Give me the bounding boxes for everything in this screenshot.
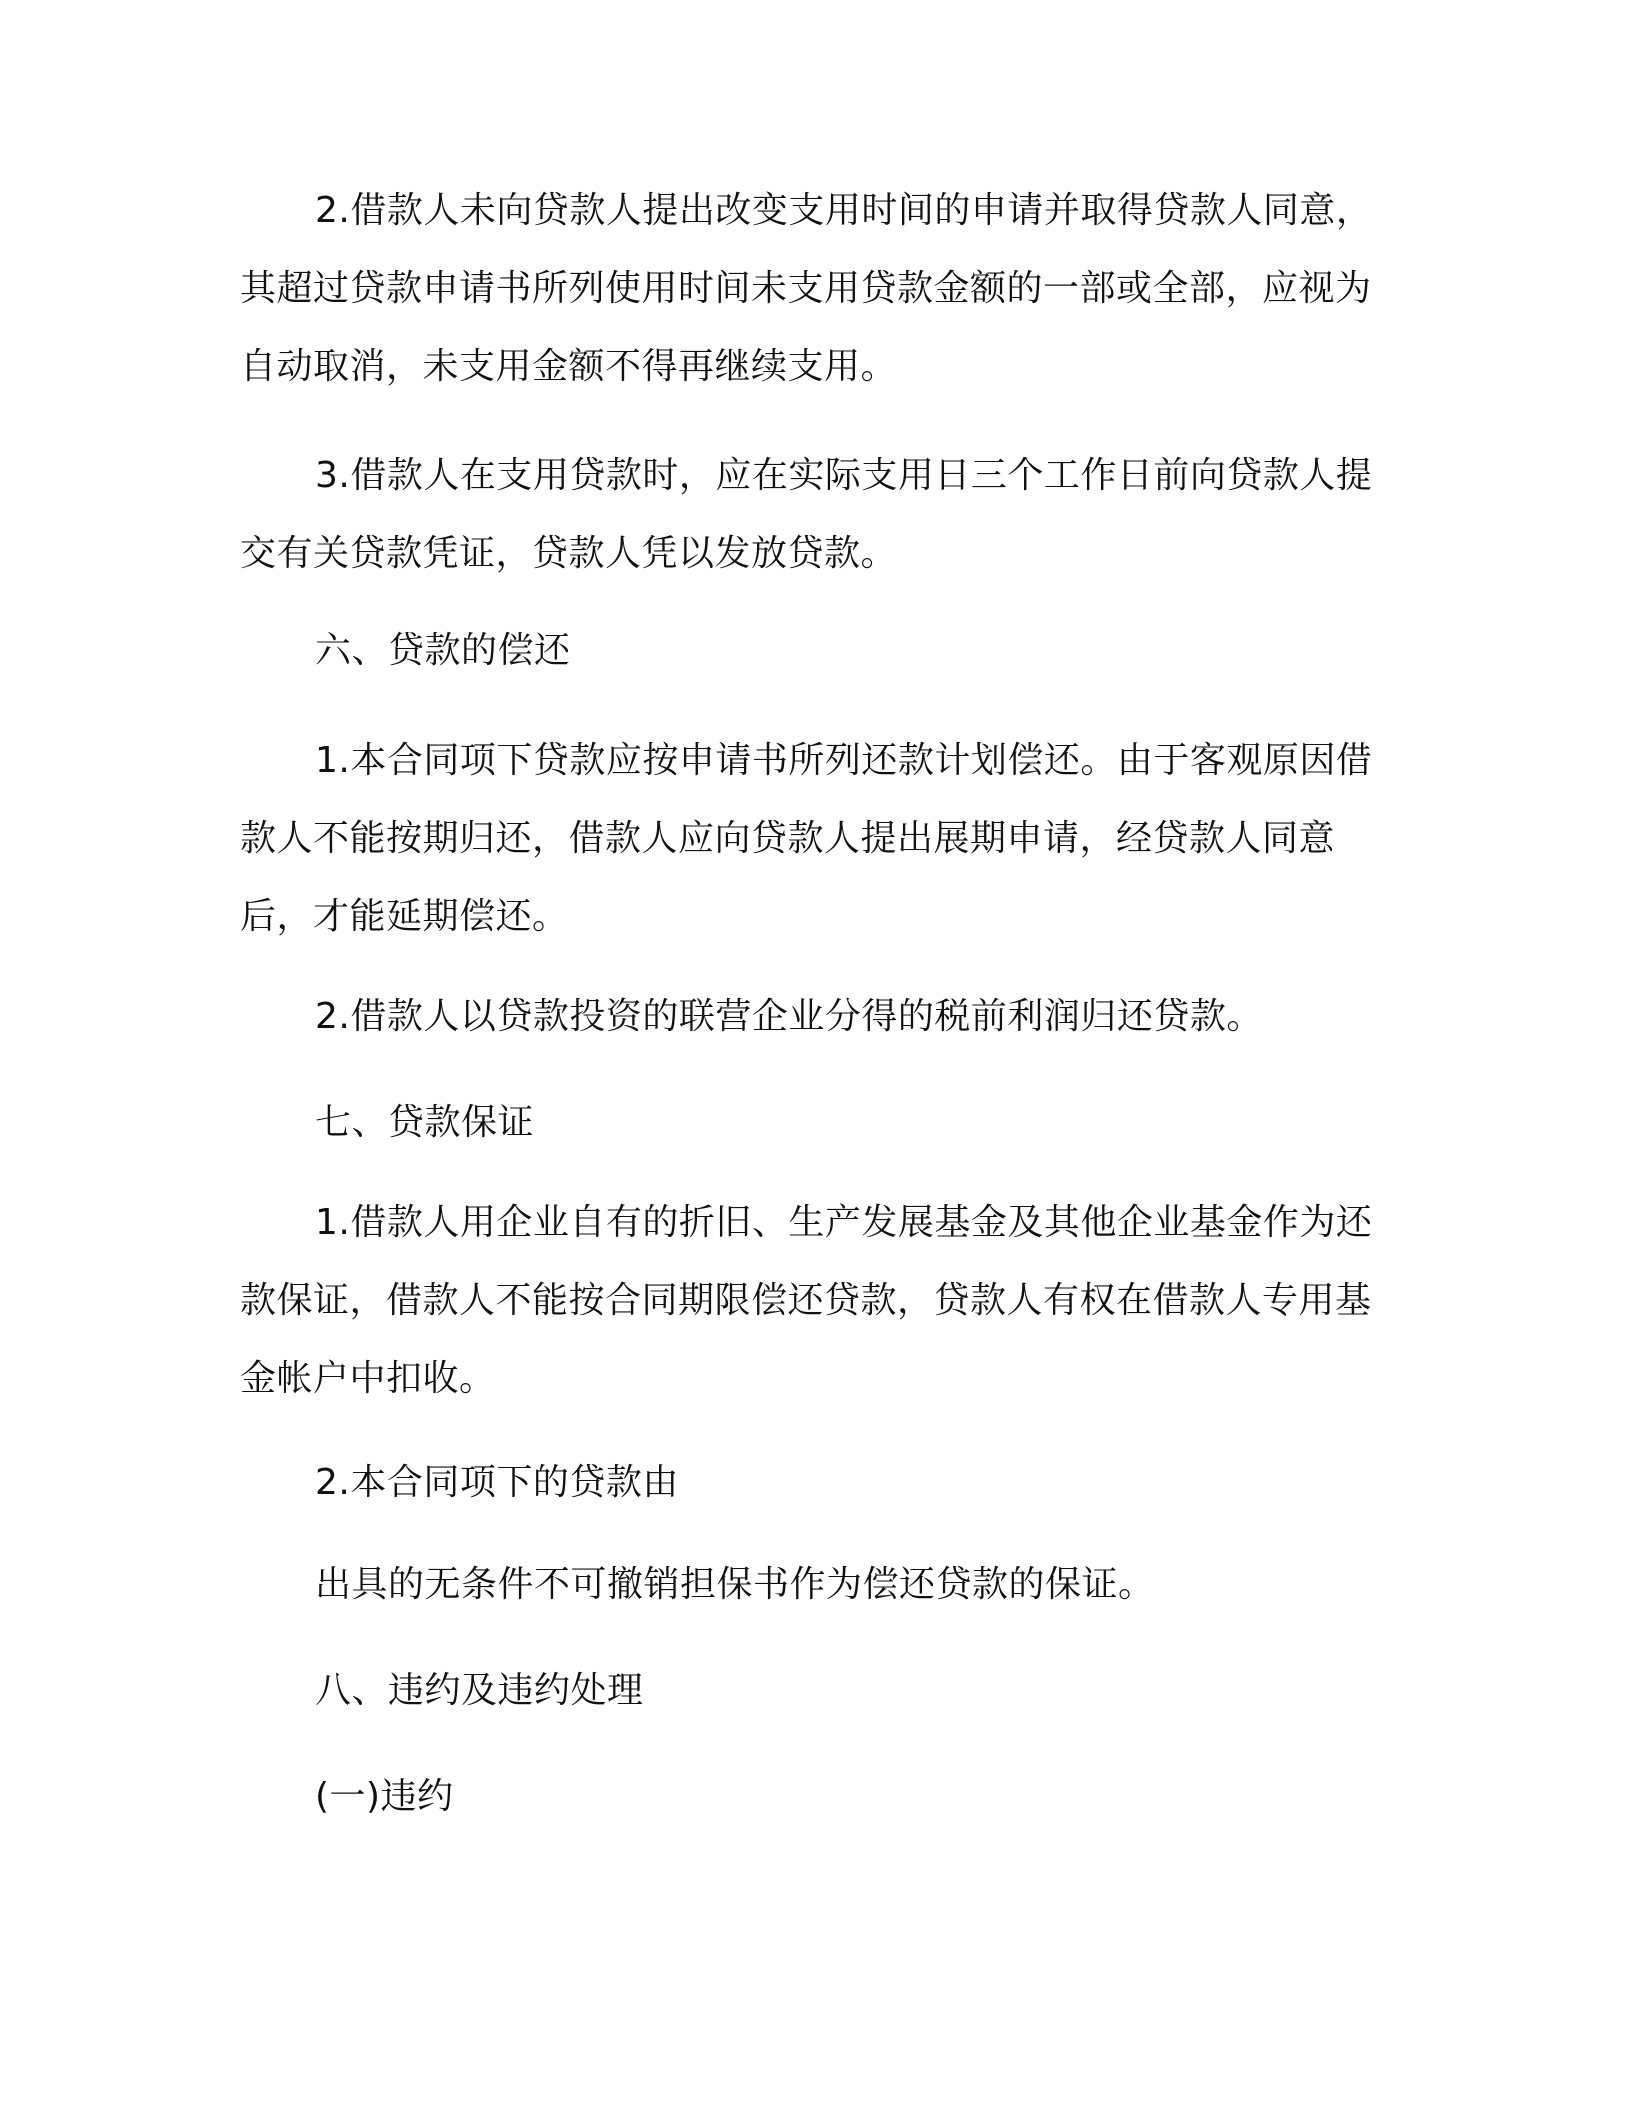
section-heading-breach: 八、违约及违约处理 [315, 1670, 644, 1711]
paragraph-guarantee-funds: 1.借款人用企业自有的折旧、生产发展基金及其他企业基金作为还款保证，借款人不能按合同期限偿还贷款，贷款人有权在借款人专用基金帐户中扣收。 [240, 1202, 1373, 1399]
paragraph-disbursement-voucher: 3.借款人在支用贷款时，应在实际支用日三个工作日前向贷款人提交有关贷款凭证，贷款人凭以发放贷款。 [240, 455, 1373, 574]
subsection-heading-breach: (一)违约 [315, 1776, 454, 1817]
paragraph-disbursement-time-change: 2.借款人未向贷款人提出改变支用时间的申请并取得贷款人同意，其超过贷款申请书所列使用时间未支用贷款金额的一部或全部，应视为自动取消，未支用金额不得再继续支用。 [240, 190, 1373, 387]
paragraph-guarantee-letter: 出具的无条件不可撤销担保书作为偿还贷款的保证。 [315, 1564, 1155, 1605]
section-heading-repayment: 六、贷款的偿还 [315, 630, 571, 671]
section-heading-guarantee: 七、贷款保证 [315, 1102, 535, 1143]
paragraph-guarantor-line: 2.本合同项下的贷款由 [315, 1462, 679, 1503]
paragraph-repayment-plan: 1.本合同项下贷款应按申请书所列还款计划偿还。由于客观原因借款人不能按期归还，借款人应向贷款人提出展期申请，经贷款人同意后，才能延期偿还。 [240, 740, 1373, 937]
paragraph-repayment-source: 2.借款人以贷款投资的联营企业分得的税前利润归还贷款。 [315, 996, 1263, 1037]
